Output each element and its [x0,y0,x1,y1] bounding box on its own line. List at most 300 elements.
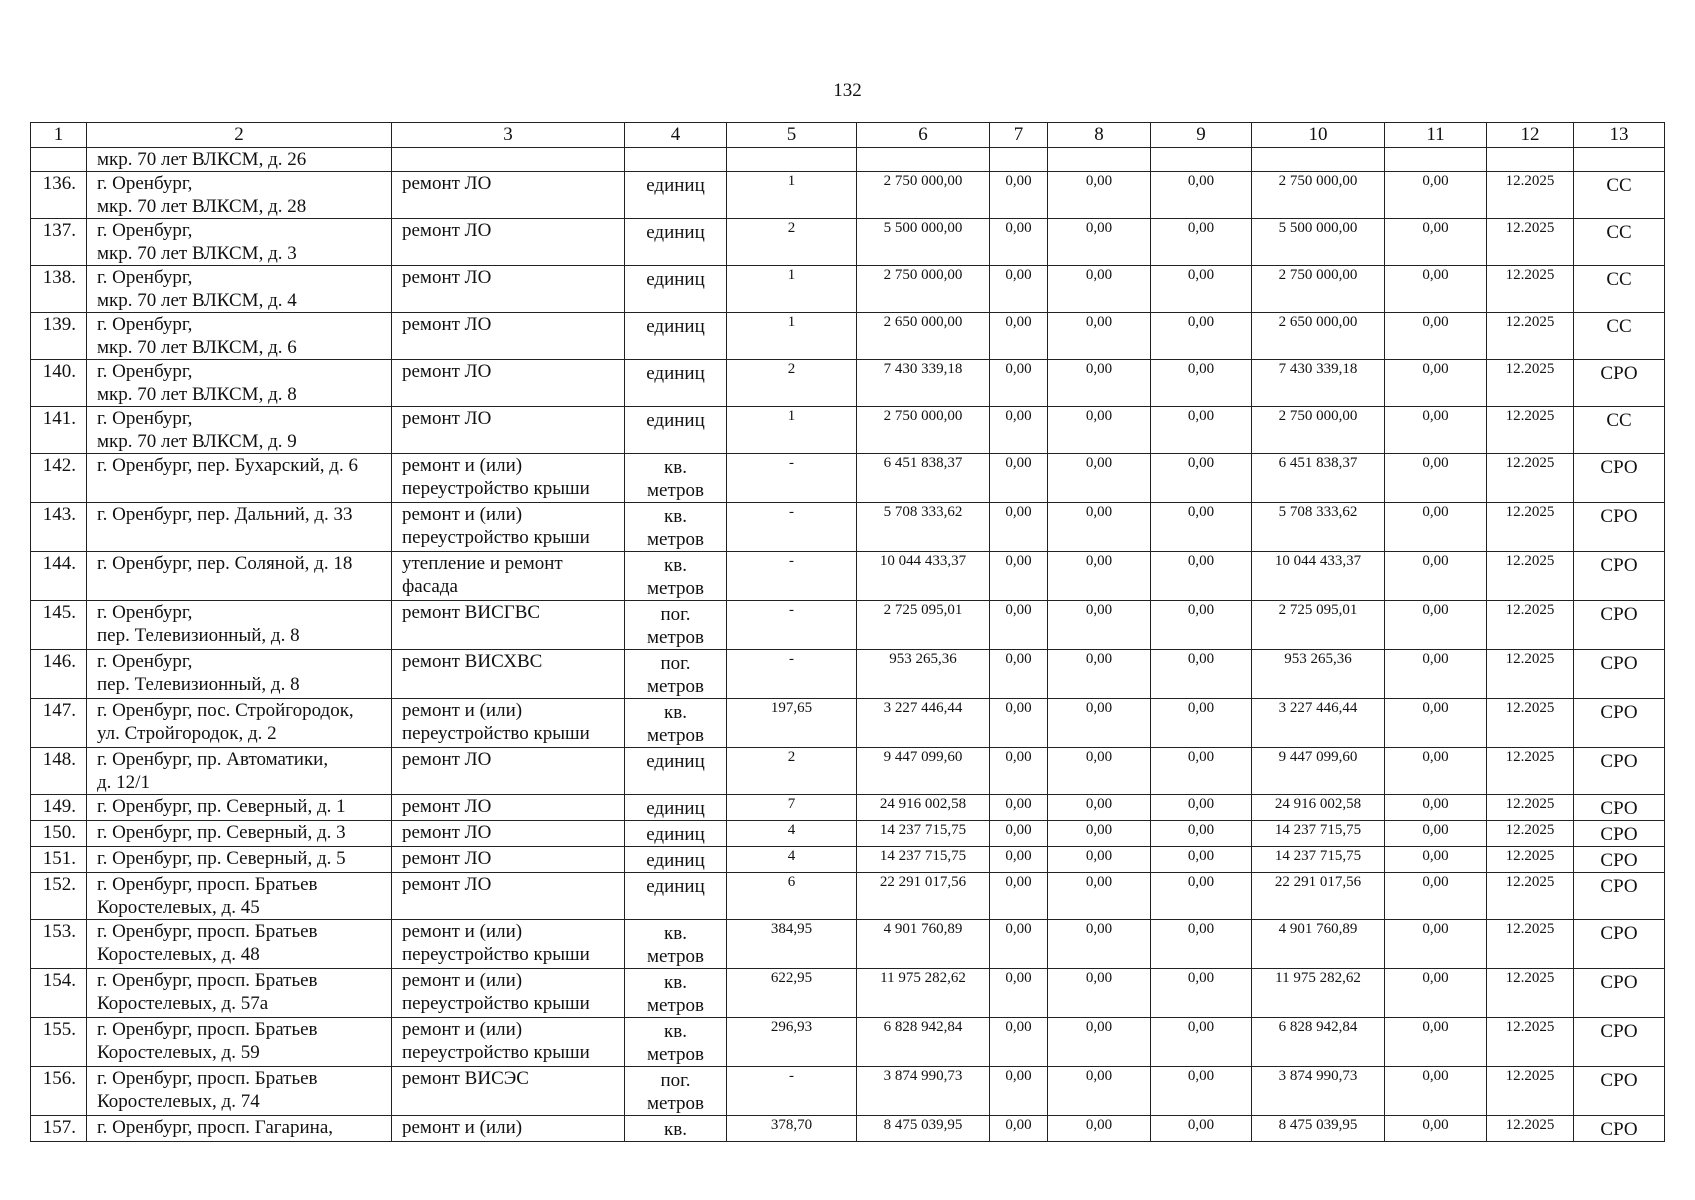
fund-cell: 0,00 [990,873,1048,920]
fund-method-cell: СРО [1574,503,1665,552]
other-funds-cell: 0,00 [1385,873,1487,920]
completion-date-cell: 12.2025 [1487,1018,1574,1067]
address-cell: г. Оренбург, пер. Дальний, д. 33 [87,503,392,552]
other-funds-cell: 0,00 [1385,920,1487,969]
completion-date-cell: 12.2025 [1487,1067,1574,1116]
unit-cell: пог. метров [625,1067,727,1116]
fund-method-cell [1574,148,1665,172]
owner-funds-cell: 3 874 990,73 [1252,1067,1385,1116]
total-cost-cell: 8 475 039,95 [857,1116,990,1142]
quantity-cell: 2 [727,748,857,795]
table-row [31,1067,1665,1116]
owner-funds-cell [1252,148,1385,172]
fund-cell: 0,00 [990,847,1048,873]
fund-cell: 0,00 [1151,1067,1252,1116]
fund-cell: 0,00 [990,503,1048,552]
fund-cell: 0,00 [1151,313,1252,360]
total-cost-cell: 6 451 838,37 [857,454,990,503]
unit-cell: единиц [625,219,727,266]
other-funds-cell: 0,00 [1385,172,1487,219]
fund-cell: 0,00 [990,1116,1048,1142]
total-cost-cell: 10 044 433,37 [857,552,990,601]
column-header: 8 [1048,123,1151,148]
fund-cell: 0,00 [1151,172,1252,219]
fund-cell: 0,00 [1048,172,1151,219]
other-funds-cell: 0,00 [1385,969,1487,1018]
unit-cell: кв. метров [625,699,727,748]
table-row [31,266,1665,313]
table-row [31,821,1665,847]
other-funds-cell: 0,00 [1385,407,1487,454]
quantity-cell: 4 [727,847,857,873]
row-number: 142. [31,454,87,503]
fund-cell: 0,00 [990,969,1048,1018]
table-row [31,503,1665,552]
fund-method-cell: СРО [1574,699,1665,748]
quantity-cell: - [727,601,857,650]
table-row [31,172,1665,219]
total-cost-cell: 3 227 446,44 [857,699,990,748]
unit-cell: единиц [625,313,727,360]
address-cell: г. Оренбург, мкр. 70 лет ВЛКСМ, д. 28 [87,172,392,219]
fund-cell: 0,00 [1048,601,1151,650]
fund-cell: 0,00 [990,920,1048,969]
quantity-cell: 1 [727,313,857,360]
quantity-cell: 6 [727,873,857,920]
fund-cell: 0,00 [990,1067,1048,1116]
row-number: 141. [31,407,87,454]
row-number: 154. [31,969,87,1018]
unit-cell: единиц [625,821,727,847]
total-cost-cell: 3 874 990,73 [857,1067,990,1116]
row-number: 148. [31,748,87,795]
fund-cell: 0,00 [1048,360,1151,407]
completion-date-cell: 12.2025 [1487,601,1574,650]
total-cost-cell [857,148,990,172]
fund-cell: 0,00 [1048,503,1151,552]
repair-program-table [30,122,1665,1142]
table-row [31,552,1665,601]
table-row [31,601,1665,650]
unit-cell: единиц [625,266,727,313]
address-cell: г. Оренбург, мкр. 70 лет ВЛКСМ, д. 4 [87,266,392,313]
fund-method-cell: СРО [1574,360,1665,407]
other-funds-cell: 0,00 [1385,266,1487,313]
fund-cell: 0,00 [1048,969,1151,1018]
fund-method-cell: СРО [1574,920,1665,969]
unit-cell: кв. метров [625,1018,727,1067]
owner-funds-cell: 4 901 760,89 [1252,920,1385,969]
address-cell: г. Оренбург, просп. Братьев Коростелевых, д. 74 [87,1067,392,1116]
unit-cell: единиц [625,748,727,795]
fund-method-cell: СС [1574,266,1665,313]
fund-method-cell: СРО [1574,969,1665,1018]
fund-cell: 0,00 [990,601,1048,650]
other-funds-cell: 0,00 [1385,1116,1487,1142]
unit-cell: кв. метров [625,454,727,503]
fund-cell: 0,00 [990,266,1048,313]
address-cell: г. Оренбург, просп. Братьев Коростелевых, д. 57а [87,969,392,1018]
quantity-cell [727,148,857,172]
other-funds-cell: 0,00 [1385,454,1487,503]
work-type-cell: утепление и ремонт фасада [392,552,625,601]
fund-method-cell: СС [1574,313,1665,360]
completion-date-cell: 12.2025 [1487,552,1574,601]
row-number: 138. [31,266,87,313]
work-type-cell: ремонт ЛО [392,172,625,219]
work-type-cell: ремонт ЛО [392,847,625,873]
unit-cell: единиц [625,172,727,219]
column-header: 2 [87,123,392,148]
owner-funds-cell: 2 650 000,00 [1252,313,1385,360]
fund-method-cell: СРО [1574,1067,1665,1116]
column-header: 13 [1574,123,1665,148]
unit-cell: единиц [625,795,727,821]
completion-date-cell: 12.2025 [1487,1116,1574,1142]
work-type-cell: ремонт ВИСГВС [392,601,625,650]
total-cost-cell: 9 447 099,60 [857,748,990,795]
other-funds-cell: 0,00 [1385,795,1487,821]
fund-method-cell: СРО [1574,552,1665,601]
fund-method-cell: СРО [1574,873,1665,920]
quantity-cell: 296,93 [727,1018,857,1067]
address-cell: г. Оренбург, просп. Братьев Коростелевых, д. 45 [87,873,392,920]
fund-cell: 0,00 [1048,920,1151,969]
completion-date-cell: 12.2025 [1487,699,1574,748]
other-funds-cell: 0,00 [1385,1018,1487,1067]
owner-funds-cell: 7 430 339,18 [1252,360,1385,407]
work-type-cell: ремонт ЛО [392,407,625,454]
total-cost-cell: 2 650 000,00 [857,313,990,360]
fund-method-cell: СРО [1574,1018,1665,1067]
row-number: 143. [31,503,87,552]
column-header: 6 [857,123,990,148]
column-header: 10 [1252,123,1385,148]
quantity-cell: - [727,650,857,699]
fund-cell [1048,148,1151,172]
quantity-cell: - [727,454,857,503]
row-number: 146. [31,650,87,699]
row-number: 144. [31,552,87,601]
table-row [31,969,1665,1018]
owner-funds-cell: 953 265,36 [1252,650,1385,699]
fund-cell: 0,00 [1151,1018,1252,1067]
fund-cell: 0,00 [990,360,1048,407]
row-number: 147. [31,699,87,748]
fund-cell: 0,00 [1048,313,1151,360]
unit-cell: кв. метров [625,969,727,1018]
quantity-cell: 1 [727,407,857,454]
completion-date-cell: 12.2025 [1487,360,1574,407]
total-cost-cell: 2 750 000,00 [857,172,990,219]
other-funds-cell: 0,00 [1385,699,1487,748]
owner-funds-cell: 2 750 000,00 [1252,407,1385,454]
row-number: 139. [31,313,87,360]
fund-method-cell: СРО [1574,601,1665,650]
work-type-cell: ремонт ЛО [392,795,625,821]
fund-cell: 0,00 [1151,503,1252,552]
fund-cell: 0,00 [1151,847,1252,873]
completion-date-cell: 12.2025 [1487,219,1574,266]
work-type-cell: ремонт и (или) переустройство крыши [392,920,625,969]
fund-cell: 0,00 [990,1018,1048,1067]
fund-cell: 0,00 [1151,219,1252,266]
quantity-cell: 1 [727,266,857,313]
fund-method-cell: СС [1574,219,1665,266]
other-funds-cell: 0,00 [1385,821,1487,847]
fund-cell: 0,00 [1151,266,1252,313]
address-cell: г. Оренбург, просп. Братьев Коростелевых, д. 59 [87,1018,392,1067]
address-cell: г. Оренбург, просп. Братьев Коростелевых, д. 48 [87,920,392,969]
fund-cell: 0,00 [1151,873,1252,920]
other-funds-cell: 0,00 [1385,503,1487,552]
fund-cell: 0,00 [1048,266,1151,313]
row-number: 157. [31,1116,87,1142]
table-row [31,454,1665,503]
address-cell: г. Оренбург, пер. Бухарский, д. 6 [87,454,392,503]
work-type-cell: ремонт ЛО [392,821,625,847]
fund-cell: 0,00 [990,748,1048,795]
table-row [31,219,1665,266]
other-funds-cell: 0,00 [1385,552,1487,601]
table-row [31,148,1665,172]
fund-cell: 0,00 [1048,1116,1151,1142]
address-cell: г. Оренбург, пр. Северный, д. 3 [87,821,392,847]
total-cost-cell: 4 901 760,89 [857,920,990,969]
row-number: 156. [31,1067,87,1116]
fund-method-cell: СРО [1574,847,1665,873]
address-cell: г. Оренбург, пер. Соляной, д. 18 [87,552,392,601]
column-header: 12 [1487,123,1574,148]
completion-date-cell: 12.2025 [1487,313,1574,360]
unit-cell: единиц [625,847,727,873]
unit-cell [625,148,727,172]
address-cell: мкр. 70 лет ВЛКСМ, д. 26 [87,148,392,172]
quantity-cell: 197,65 [727,699,857,748]
fund-cell [1151,148,1252,172]
fund-cell: 0,00 [1151,969,1252,1018]
fund-cell: 0,00 [1048,795,1151,821]
work-type-cell: ремонт и (или) переустройство крыши [392,503,625,552]
fund-cell: 0,00 [990,795,1048,821]
fund-cell: 0,00 [1048,748,1151,795]
fund-cell: 0,00 [990,699,1048,748]
address-cell: г. Оренбург, просп. Гагарина, [87,1116,392,1142]
table-row [31,407,1665,454]
total-cost-cell: 2 725 095,01 [857,601,990,650]
total-cost-cell: 6 828 942,84 [857,1018,990,1067]
owner-funds-cell: 14 237 715,75 [1252,821,1385,847]
quantity-cell: - [727,503,857,552]
unit-cell: пог. метров [625,601,727,650]
owner-funds-cell: 22 291 017,56 [1252,873,1385,920]
fund-cell: 0,00 [1151,748,1252,795]
completion-date-cell: 12.2025 [1487,873,1574,920]
completion-date-cell: 12.2025 [1487,650,1574,699]
unit-cell: единиц [625,360,727,407]
completion-date-cell: 12.2025 [1487,748,1574,795]
other-funds-cell [1385,148,1487,172]
fund-cell: 0,00 [990,552,1048,601]
fund-method-cell: СРО [1574,821,1665,847]
fund-cell: 0,00 [990,650,1048,699]
fund-cell: 0,00 [1048,1067,1151,1116]
work-type-cell: ремонт ЛО [392,266,625,313]
owner-funds-cell: 8 475 039,95 [1252,1116,1385,1142]
owner-funds-cell: 3 227 446,44 [1252,699,1385,748]
fund-cell: 0,00 [1151,407,1252,454]
column-number-row [31,123,1665,148]
column-header: 1 [31,123,87,148]
fund-method-cell: СРО [1574,1116,1665,1142]
owner-funds-cell: 11 975 282,62 [1252,969,1385,1018]
owner-funds-cell: 6 828 942,84 [1252,1018,1385,1067]
total-cost-cell: 953 265,36 [857,650,990,699]
other-funds-cell: 0,00 [1385,601,1487,650]
fund-cell: 0,00 [990,454,1048,503]
quantity-cell: 2 [727,219,857,266]
row-number: 140. [31,360,87,407]
table-row [31,873,1665,920]
row-number: 145. [31,601,87,650]
unit-cell: единиц [625,873,727,920]
work-type-cell [392,148,625,172]
completion-date-cell: 12.2025 [1487,795,1574,821]
total-cost-cell: 11 975 282,62 [857,969,990,1018]
owner-funds-cell: 5 708 333,62 [1252,503,1385,552]
other-funds-cell: 0,00 [1385,360,1487,407]
quantity-cell: 7 [727,795,857,821]
fund-method-cell: СРО [1574,748,1665,795]
fund-cell [990,148,1048,172]
fund-cell: 0,00 [1048,650,1151,699]
table-row [31,847,1665,873]
fund-cell: 0,00 [1048,407,1151,454]
row-number: 150. [31,821,87,847]
unit-cell: единиц [625,407,727,454]
owner-funds-cell: 9 447 099,60 [1252,748,1385,795]
unit-cell: пог. метров [625,650,727,699]
completion-date-cell: 12.2025 [1487,503,1574,552]
address-cell: г. Оренбург, мкр. 70 лет ВЛКСМ, д. 9 [87,407,392,454]
work-type-cell: ремонт и (или) переустройство крыши [392,454,625,503]
fund-cell: 0,00 [990,407,1048,454]
owner-funds-cell: 24 916 002,58 [1252,795,1385,821]
work-type-cell: ремонт ЛО [392,748,625,795]
fund-cell: 0,00 [1048,552,1151,601]
unit-cell: кв. метров [625,503,727,552]
fund-cell: 0,00 [1151,821,1252,847]
total-cost-cell: 22 291 017,56 [857,873,990,920]
fund-cell: 0,00 [1151,795,1252,821]
row-number: 151. [31,847,87,873]
fund-cell: 0,00 [1048,454,1151,503]
work-type-cell: ремонт и (или) переустройство крыши [392,969,625,1018]
other-funds-cell: 0,00 [1385,748,1487,795]
owner-funds-cell: 10 044 433,37 [1252,552,1385,601]
table-row [31,795,1665,821]
quantity-cell: 1 [727,172,857,219]
table-row [31,360,1665,407]
column-header: 5 [727,123,857,148]
table-row [31,1018,1665,1067]
address-cell: г. Оренбург, пр. Северный, д. 1 [87,795,392,821]
address-cell: г. Оренбург, пр. Автоматики, д. 12/1 [87,748,392,795]
unit-cell: кв. метров [625,920,727,969]
quantity-cell: - [727,1067,857,1116]
address-cell: г. Оренбург, мкр. 70 лет ВЛКСМ, д. 8 [87,360,392,407]
address-cell: г. Оренбург, пер. Телевизионный, д. 8 [87,601,392,650]
fund-cell: 0,00 [1048,847,1151,873]
completion-date-cell: 12.2025 [1487,407,1574,454]
total-cost-cell: 14 237 715,75 [857,821,990,847]
fund-method-cell: СРО [1574,795,1665,821]
completion-date-cell: 12.2025 [1487,821,1574,847]
fund-cell: 0,00 [990,219,1048,266]
fund-cell: 0,00 [1048,873,1151,920]
completion-date-cell: 12.2025 [1487,969,1574,1018]
column-header: 3 [392,123,625,148]
row-number [31,148,87,172]
quantity-cell: 2 [727,360,857,407]
other-funds-cell: 0,00 [1385,847,1487,873]
fund-method-cell: СС [1574,407,1665,454]
address-cell: г. Оренбург, пос. Стройгородок, ул. Стройгородок, д. 2 [87,699,392,748]
fund-cell: 0,00 [1048,1018,1151,1067]
fund-cell: 0,00 [1048,219,1151,266]
fund-cell: 0,00 [990,821,1048,847]
page-number: 132 [833,80,862,101]
row-number: 152. [31,873,87,920]
address-cell: г. Оренбург, пер. Телевизионный, д. 8 [87,650,392,699]
other-funds-cell: 0,00 [1385,1067,1487,1116]
completion-date-cell: 12.2025 [1487,172,1574,219]
completion-date-cell: 12.2025 [1487,454,1574,503]
work-type-cell: ремонт и (или) [392,1116,625,1142]
work-type-cell: ремонт и (или) переустройство крыши [392,699,625,748]
table-row [31,920,1665,969]
quantity-cell: 384,95 [727,920,857,969]
total-cost-cell: 2 750 000,00 [857,266,990,313]
fund-cell: 0,00 [1151,920,1252,969]
other-funds-cell: 0,00 [1385,219,1487,266]
column-header: 7 [990,123,1048,148]
address-cell: г. Оренбург, мкр. 70 лет ВЛКСМ, д. 6 [87,313,392,360]
work-type-cell: ремонт ВИСХВС [392,650,625,699]
fund-cell: 0,00 [990,172,1048,219]
table-row [31,748,1665,795]
fund-cell: 0,00 [1048,699,1151,748]
quantity-cell: - [727,552,857,601]
completion-date-cell: 12.2025 [1487,266,1574,313]
address-cell: г. Оренбург, пр. Северный, д. 5 [87,847,392,873]
row-number: 153. [31,920,87,969]
fund-cell: 0,00 [990,313,1048,360]
owner-funds-cell: 2 750 000,00 [1252,266,1385,313]
total-cost-cell: 2 750 000,00 [857,407,990,454]
completion-date-cell: 12.2025 [1487,847,1574,873]
column-header: 9 [1151,123,1252,148]
quantity-cell: 4 [727,821,857,847]
work-type-cell: ремонт ЛО [392,360,625,407]
fund-cell: 0,00 [1151,601,1252,650]
work-type-cell: ремонт ВИСЭС [392,1067,625,1116]
total-cost-cell: 14 237 715,75 [857,847,990,873]
quantity-cell: 378,70 [727,1116,857,1142]
table-row [31,313,1665,360]
row-number: 149. [31,795,87,821]
column-header: 11 [1385,123,1487,148]
